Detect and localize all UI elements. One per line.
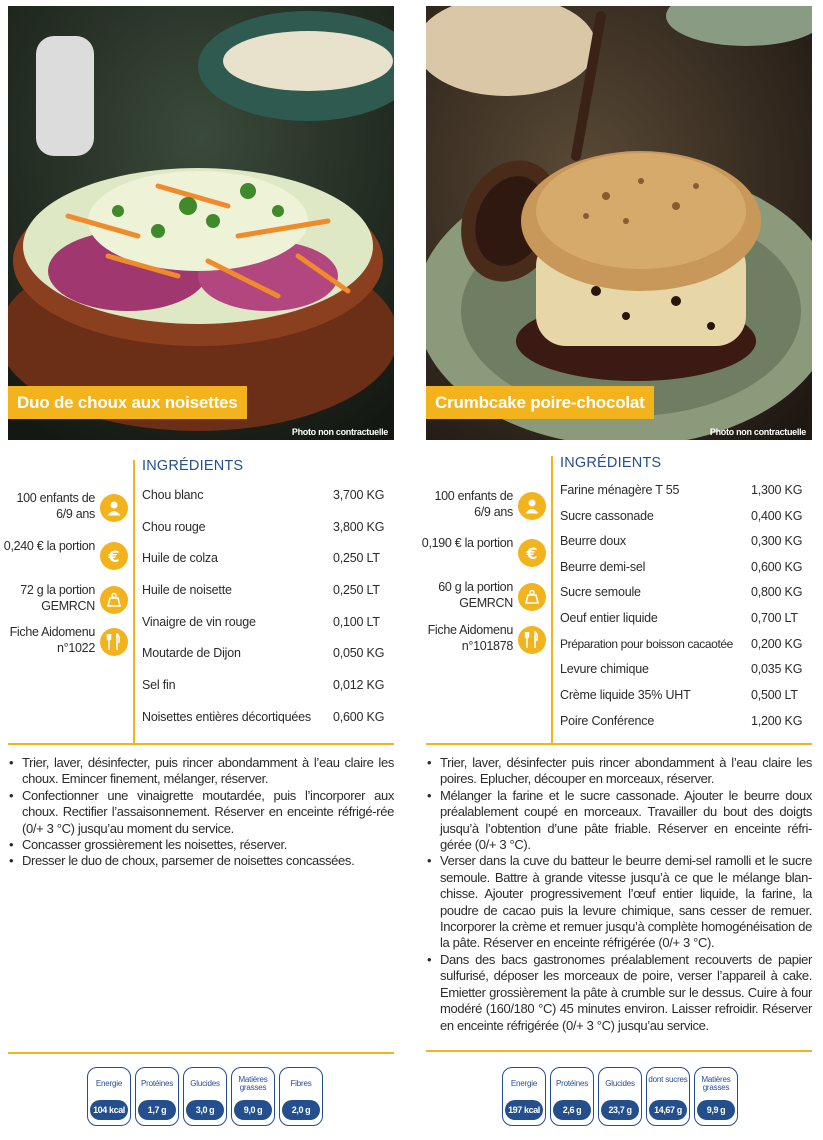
info-portion-text: 60 g la portion GEMRCN — [438, 580, 513, 610]
instruction-step: • Concasser grossièrement les noisettes, réserver. — [8, 837, 394, 853]
section-divider — [426, 1050, 812, 1052]
instruction-step: • Trier, laver, désinfecter puis rincer abondamment à l’eau claire les poires. Eplucher, découper en morceaux, réserver. — [426, 755, 812, 788]
euro-icon: € — [100, 542, 128, 570]
nutrition-fibers: Fibres 2,0 g — [279, 1067, 323, 1126]
nutrition-carbs: Glucides 23,7 g — [598, 1067, 642, 1126]
recipe-title: Crumbcake poire-chocolat — [426, 386, 654, 419]
instruction-step: • Verser dans la cuve du batteur le beurre demi-sel ramolli et le sucre semoule. Battre à grande vitesse jusqu’à ce que le mélange blan-chisse. Ajouter progressivement l’œuf entier liquide, la farine, la poudre de cacao puis la levure chimique, sans cesser de remuer. Incorporer la crème et remuer jusqu’à complète homogénéisation de la pâte. Réserver en enceinte réfrigérée (0/+ 3 °C). — [426, 853, 812, 951]
photo-disclaimer: Photo non contractuelle — [291, 427, 388, 437]
info-portion — [426, 579, 546, 619]
recipe-photo — [426, 6, 812, 440]
info-sheet-text: Fiche Aidomenu n°1022 — [9, 625, 95, 655]
info-servings — [426, 488, 546, 528]
person-icon — [100, 494, 128, 522]
section-divider — [426, 743, 812, 745]
info-price — [3, 538, 128, 578]
instruction-step: • Trier, laver, désinfecter, puis rincer abondamment à l’eau claire les choux. Emincer finement, mélanger, réserver. — [8, 755, 394, 788]
section-divider — [8, 1052, 394, 1054]
nutrition-facts — [87, 1067, 323, 1126]
recipe-photo — [8, 6, 394, 440]
instruction-step: • Mélanger la farine et le sucre cassonade. Ajouter le beurre doux préalablement coupé en morceaux. Travailler du bout des doigts jusqu’à l’obtention d’une pâte friable. Réserver en enceinte réfri-gérée (0/+ 3 °C). — [426, 788, 812, 854]
info-price — [421, 535, 546, 575]
ingredients-title: INGRÉDIENTS — [142, 458, 244, 474]
scale-icon — [100, 586, 128, 614]
nutrition-carbs: Glucides 3,0 g — [183, 1067, 227, 1126]
recipe-card-crumbcake: Crumbcake poire-chocolat Photo non contractuelle 100 enfants de 6/9 ans 0,190 € la portion € 60 g la portion GEMRCN Fiche Aidomenu n°101878 INGRÉDIENTS Farine ménagère T 55 1,300 KG Sucre cassonade 0,400 KG Beurre doux 0,300 KG Beurre demi-sel 0,600 KG Sucre semoule 0,800 KG Oeuf entier liquide 0,700 LT Préparation pour boisson cacaotée 0,200 KG Levure chimique 0,035 KG Crème liquide 35% UHT 0,500 LT Poire Conférence 1,200 KG • Trier, laver, désinfecter puis rincer abondamment à l’eau claire les poires. Eplucher, découper en morceaux, réserver. • Mélanger la farine et le sucre cassonade. Ajouter le beurre doux préalablement coupé en morceaux. Travailler du bout des doigts jusqu’à l’obtention d’une pâte friable. Réserver en enceinte réfri-gérée (0/+ 3 °C). • Verser dans la cuve du batteur le beurre demi-sel ramolli et le sucre semoule. Battre à grande vitesse jusqu’à ce que le mélange blan-chisse. Ajouter progressivement l’œuf entier liquide, la farine, la poudre de cacao puis la levure chimique, sans cesser de remuer. Incorporer la crème et remuer jusqu’à complète homogénéisation de la pâte. Réserver en enceinte réfrigérée (0/+ 3 °C). • Dans des bacs gastronomes préalablement recouverts de papier sulfurisé, déposer les morceaux de poire, verser l’appareil à cake. Emietter grossièrement la pâte à crumble sur le dessus. Cuire à four modéré (160/180 °C) 45 minutes environ. Laisser refroidir. Réserver en enceinte réfrigérée (0/+ 3 °C) jusqu’au service. Energie 197 kcal Protéines 2,6 g Glucides 23,7 g dont sucres 14,67 g Matières grasses 9,9 g — [426, 0, 814, 1140]
instructions-list — [426, 755, 812, 1034]
info-servings-text: 100 enfants de 6/9 ans — [16, 491, 95, 521]
vertical-divider — [133, 460, 135, 743]
nutrition-facts — [502, 1067, 738, 1126]
info-price-text: 0,190 € la portion — [421, 536, 513, 550]
instruction-step: • Dans des bacs gastronomes préalablement recouverts de papier sulfurisé, déposer les morceaux de poire, verser l’appareil à cake. Emietter grossièrement la pâte à crumble sur le dessus. Cuire à four modéré (160/180 °C) 45 minutes environ. Laisser refroidir. Réserver en enceinte réfrigérée (0/+ 3 °C) jusqu’au service. — [426, 952, 812, 1034]
ingredients-title: INGRÉDIENTS — [560, 455, 662, 471]
recipe-card-duo-de-choux: Duo de choux aux noisettes Photo non contractuelle 100 enfants de 6/9 ans 0,240 € la portion € 72 g la portion GEMRCN Fiche Aidomenu n°1022 INGRÉDIENTS Chou blanc 3,700 KG Chou rouge 3,800 KG Huile de colza 0,250 LT Huile de noisette 0,250 LT Vinaigre de vin rouge 0,100 LT Moutarde de Dijon 0,050 KG Sel fin 0,012 KG Noisettes entières décortiquées 0,600 KG • Trier, laver, désinfecter, puis rincer abondamment à l’eau claire les choux. Emincer finement, mélanger, réserver. • Confectionner une vinaigrette moutardée, puis l’incorporer aux choux. Rectifier l’assaisonnement. Réserver en enceinte réfrigé-rée (0/+ 3 °C) jusqu’au moment du service. • Concasser grossièrement les noisettes, réserver. • Dresser le duo de choux, parsemer de noisettes concassées. Energie 104 kcal Protéines 1,7 g Glucides 3,0 g Matières grasses 9,0 g Fibres 2,0 g — [8, 0, 396, 1140]
nutrition-sugars: dont sucres 14,67 g — [646, 1067, 690, 1126]
nutrition-energy: Energie 104 kcal — [87, 1067, 131, 1126]
recipe-title: Duo de choux aux noisettes — [8, 386, 247, 419]
info-price-text: 0,240 € la portion — [3, 539, 95, 553]
cutlery-icon — [518, 626, 546, 654]
section-divider — [8, 743, 394, 745]
info-portion-text: 72 g la portion GEMRCN — [20, 583, 95, 613]
cutlery-icon — [100, 628, 128, 656]
info-servings-text: 100 enfants de 6/9 ans — [434, 489, 513, 519]
euro-icon: € — [518, 539, 546, 567]
info-sheet — [8, 624, 128, 664]
nutrition-proteins: Protéines 2,6 g — [550, 1067, 594, 1126]
nutrition-energy: Energie 197 kcal — [502, 1067, 546, 1126]
info-sheet-text: Fiche Aidomenu n°101878 — [427, 623, 513, 653]
person-icon — [518, 492, 546, 520]
vertical-divider — [551, 456, 553, 743]
nutrition-proteins: Protéines 1,7 g — [135, 1067, 179, 1126]
info-portion — [8, 582, 128, 622]
instructions-list — [8, 755, 394, 870]
info-sheet — [426, 622, 546, 662]
info-servings — [8, 490, 128, 530]
scale-icon — [518, 583, 546, 611]
photo-disclaimer: Photo non contractuelle — [709, 427, 806, 437]
crumbcake-image — [426, 6, 812, 440]
instruction-step: • Confectionner une vinaigrette moutardée, puis l’incorporer aux choux. Rectifier l’assaisonnement. Réserver en enceinte réfrigé-rée (0/+ 3 °C) jusqu’au moment du service. — [8, 788, 394, 837]
instruction-step: • Dresser le duo de choux, parsemer de noisettes concassées. — [8, 853, 394, 869]
nutrition-fat: Matières grasses 9,9 g — [694, 1067, 738, 1126]
nutrition-fat: Matières grasses 9,0 g — [231, 1067, 275, 1126]
coleslaw-image — [8, 6, 394, 440]
